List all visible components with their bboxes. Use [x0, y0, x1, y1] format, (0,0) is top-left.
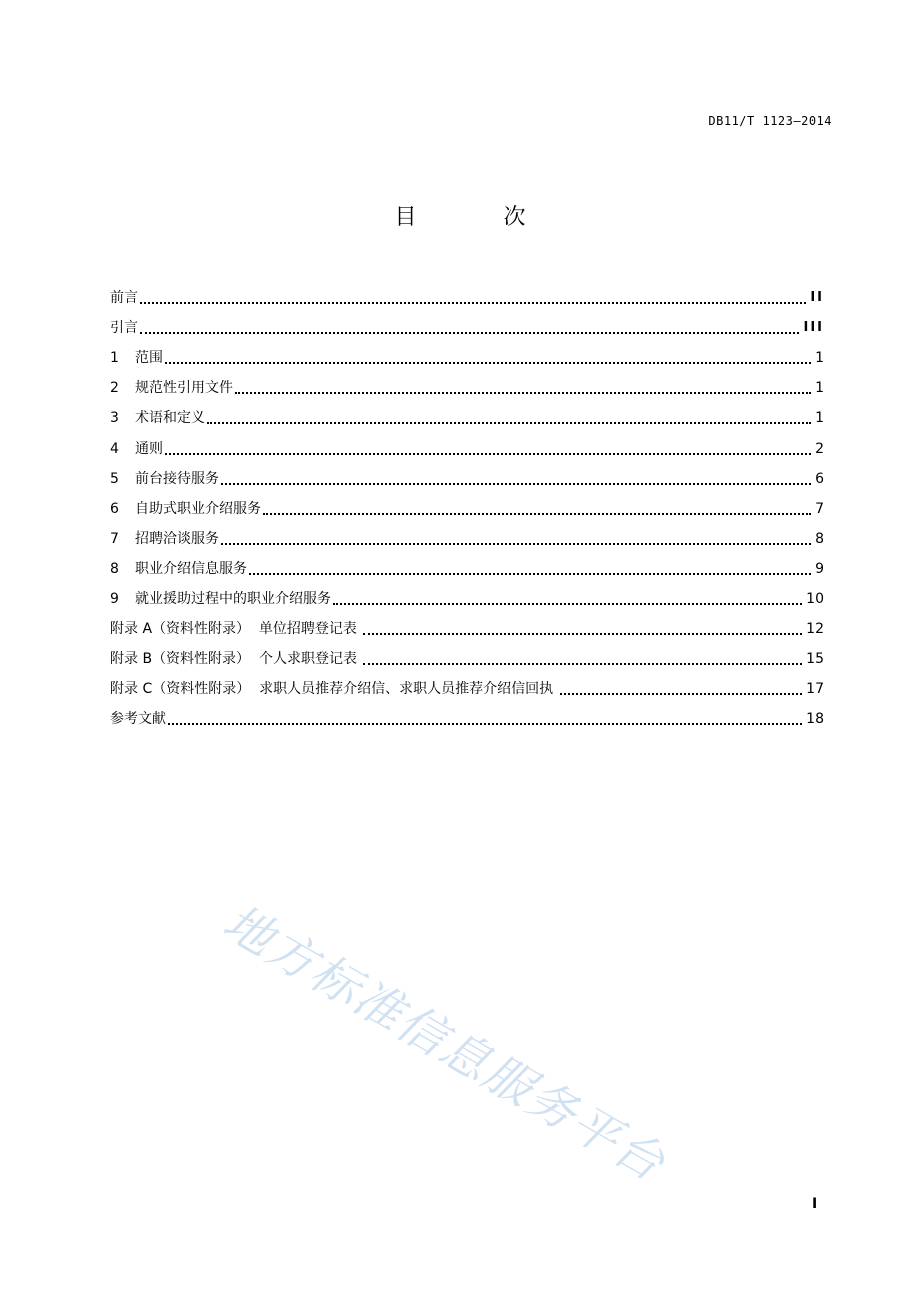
toc-dot-leader [221, 543, 811, 545]
toc-dot-leader [168, 723, 802, 725]
toc-entry[interactable] [110, 549, 824, 579]
table-of-contents [110, 278, 824, 729]
toc-entry-page: II [810, 290, 824, 306]
toc-entry-label: 参考文献 [110, 711, 166, 728]
toc-dot-leader [207, 422, 811, 424]
toc-entry-label: 附录 B（资料性附录） 个人求职登记表 [110, 651, 362, 668]
toc-dot-leader [363, 633, 802, 635]
toc-dot-leader [263, 513, 811, 515]
toc-entry-page: 8 [815, 530, 824, 547]
toc-entry-label: 职业介绍信息服务 [135, 560, 247, 577]
toc-entry[interactable] [110, 308, 824, 338]
toc-dot-leader [560, 693, 803, 695]
toc-entry-label: 术语和定义 [135, 410, 205, 427]
toc-entry[interactable] [110, 459, 824, 489]
toc-entry-label: 前言 [110, 290, 138, 307]
document-code: DB11/T 1123—2014 [708, 114, 832, 128]
toc-entry[interactable] [110, 338, 824, 368]
toc-entry-page: 17 [806, 681, 824, 698]
toc-entry-number: 9 [110, 591, 119, 608]
toc-entry-number: 4 [110, 440, 119, 457]
toc-entry-page: 1 [815, 350, 824, 367]
toc-dot-leader [165, 453, 811, 455]
toc-entry[interactable] [110, 278, 824, 308]
toc-entry-label: 附录 C（资料性附录） 求职人员推荐介绍信、求职人员推荐介绍信回执 [110, 681, 558, 698]
toc-dot-leader [249, 573, 811, 575]
toc-dot-leader [140, 332, 799, 334]
toc-entry-label: 范围 [135, 350, 163, 367]
toc-dot-leader [140, 302, 806, 304]
toc-entry[interactable] [110, 519, 824, 549]
toc-entry-number: 2 [110, 380, 119, 397]
toc-dot-leader [221, 483, 811, 485]
toc-entry-page: 7 [815, 500, 824, 517]
toc-entry-page: III [803, 320, 824, 336]
toc-entry[interactable] [110, 428, 824, 458]
toc-entry-page: 15 [806, 651, 824, 668]
toc-entry-page: 10 [806, 591, 824, 608]
toc-entry-label: 招聘洽谈服务 [135, 530, 219, 547]
toc-entry-page: 2 [815, 440, 824, 457]
toc-entry-number: 5 [110, 470, 119, 487]
toc-entry-label: 附录 A（资料性附录） 单位招聘登记表 [110, 621, 362, 638]
toc-dot-leader [333, 603, 802, 605]
toc-dot-leader [235, 392, 811, 394]
toc-entry-number: 6 [110, 500, 119, 517]
toc-entry-page: 9 [815, 560, 824, 577]
toc-entry[interactable] [110, 669, 824, 699]
toc-entry-label: 自助式职业介绍服务 [135, 500, 261, 517]
toc-entry-label: 前台接待服务 [135, 470, 219, 487]
toc-entry-page: 6 [815, 470, 824, 487]
toc-entry-number: 8 [110, 560, 119, 577]
toc-entry-number: 7 [110, 530, 119, 547]
toc-dot-leader [165, 362, 811, 364]
toc-entry[interactable] [110, 579, 824, 609]
toc-entry[interactable] [110, 639, 824, 669]
watermark: 地方标准信息服务平台 [213, 894, 675, 1193]
toc-entry[interactable] [110, 609, 824, 639]
toc-entry-page: 1 [815, 380, 824, 397]
toc-entry[interactable] [110, 398, 824, 428]
toc-entry-label: 规范性引用文件 [135, 380, 233, 397]
page-number: I [812, 1196, 818, 1212]
toc-entry-number: 3 [110, 410, 119, 427]
toc-entry[interactable] [110, 368, 824, 398]
page-title: 目 次 [394, 205, 566, 230]
toc-entry-page: 12 [806, 621, 824, 638]
toc-entry-label: 引言 [110, 320, 138, 337]
toc-entry-number: 1 [110, 350, 119, 367]
toc-entry-label: 通则 [135, 440, 163, 457]
toc-entry-page: 1 [815, 410, 824, 427]
toc-dot-leader [363, 663, 802, 665]
toc-entry-label: 就业援助过程中的职业介绍服务 [135, 591, 331, 608]
toc-entry[interactable] [110, 489, 824, 519]
toc-entry[interactable] [110, 699, 824, 729]
toc-entry-page: 18 [806, 711, 824, 728]
